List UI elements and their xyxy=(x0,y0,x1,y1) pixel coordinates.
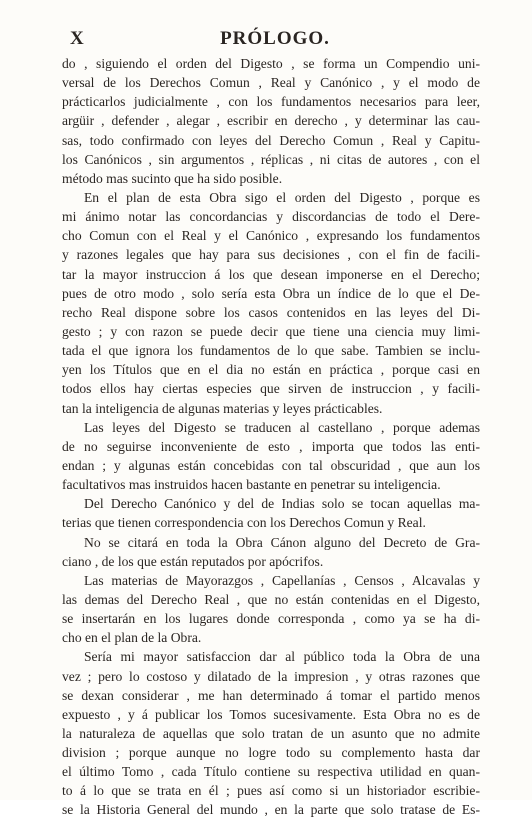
text-line: argüir , defender , alegar , escribir en derecho , y determinar las cau- xyxy=(62,113,480,129)
text-line: tar la mayor instruccion á los que desean imponerse en el Derecho; xyxy=(62,266,480,282)
text-line: Sería mi mayor satisfaccion dar al público toda la Obra de una xyxy=(84,649,480,665)
text-line: todos ellos hay ciertas especies que sirven de instruccion , y facili- xyxy=(62,381,480,397)
text-line: método mas sucinto que ha sido posible. xyxy=(62,170,283,186)
text-line: se la Historia General del mundo , en la parte que solo tratase de Es- xyxy=(62,802,480,818)
text-line: gesto ; y con razon se puede decir que tiene una ciencia muy limi- xyxy=(62,323,480,339)
text-line: el último Tomo , cada Título contiene su respectiva utilidad en quan- xyxy=(62,764,480,780)
text-line: facultativos mas instruidos hacen bastante en penetrar su inteligencia. xyxy=(62,477,441,493)
text-line: vez ; pero lo costoso y dilatado de la impresion , y otras razones que xyxy=(62,668,480,684)
text-line: ciano , de los que están reputados por apócrifos. xyxy=(62,553,324,569)
page-number: X xyxy=(70,28,85,49)
text-line: cho Comun con el Real y el Canónico , expresando los fundamentos xyxy=(62,228,480,244)
text-line: cho en el plan de la Obra. xyxy=(62,630,202,646)
text-line: Del Derecho Canónico y del de Indias solo se tocan aquellas ma- xyxy=(84,496,480,512)
text-line: recho Real dispone sobre los casos contenidos en las leyes del Di- xyxy=(62,304,480,320)
page-header xyxy=(70,28,480,54)
body-text xyxy=(62,54,480,820)
running-title: PRÓLOGO. xyxy=(220,28,330,49)
text-line: sas, todo confirmado con leyes del Derecho Comun , Real y Capitu- xyxy=(62,132,480,148)
text-line: endan ; y algunas están concebidas con tal obscuridad , que aun los xyxy=(62,457,480,473)
text-line: to á lo que se trata en él ; pues así como si un historiador escribie- xyxy=(62,783,480,799)
text-line: terias que tienen correspondencia con los Derechos Comun y Real. xyxy=(62,515,426,531)
text-line: En el plan de esta Obra sigo el orden del Digesto , porque es xyxy=(84,189,480,205)
text-line: Las materias de Mayorazgos , Capellanías , Censos , Alcavalas y xyxy=(84,572,480,588)
text-line: la naturaleza de aquellas que solo tratan de un asunto que no admite xyxy=(62,725,480,741)
text-line: y razones legales que hay para sus decisiones , con el fin de facili- xyxy=(62,247,480,263)
text-line: prácticarlos judicialmente , con los fundamentos necesarios para leer, xyxy=(62,94,480,110)
text-line: pues de otro modo , solo sería esta Obra un índice de lo que el De- xyxy=(62,285,480,301)
text-line: yen los Títulos que en el dia no están en práctica , porque casi en xyxy=(62,362,480,378)
text-line: los Canónicos , sin argumentos , réplicas , ni citas de autores , con el xyxy=(62,151,480,167)
text-line: Las leyes del Digesto se traducen al castellano , porque ademas xyxy=(84,419,480,435)
text-line: las demas del Derecho Real , que no están contenidas en el Digesto, xyxy=(62,591,480,607)
text-line: division ; porque aunque no logre todo su complemento hasta dar xyxy=(62,745,480,761)
text-line: se dexan considerar , me han determinado á tomar el partido menos xyxy=(62,687,480,703)
text-line: No se citará en toda la Obra Cánon alguno del Decreto de Gra- xyxy=(84,534,480,550)
text-line: tada el que ignora los fundamentos de lo que sabe. Tambien se inclu- xyxy=(62,343,480,359)
text-line: versal de los Derechos Comun , Real y Canónico , y el modo de xyxy=(62,75,480,91)
text-line: do , siguiendo el orden del Digesto , se forma un Compendio uni- xyxy=(62,56,480,71)
text-line: mi ánimo notar las concordancias y discordancias de todo el Dere- xyxy=(62,209,480,225)
text-line: de no seguirse inconveniente de esto , importa que todos las enti- xyxy=(62,438,480,454)
text-line: se insertarán en los lugares donde corresponda , como ya se ha di- xyxy=(62,611,480,627)
text-line: expuesto , y á publicar los Tomos sucesivamente. Esta Obra no es de xyxy=(62,706,480,722)
text-line: tan la inteligencia de algunas materias y leyes prácticables. xyxy=(62,400,383,416)
